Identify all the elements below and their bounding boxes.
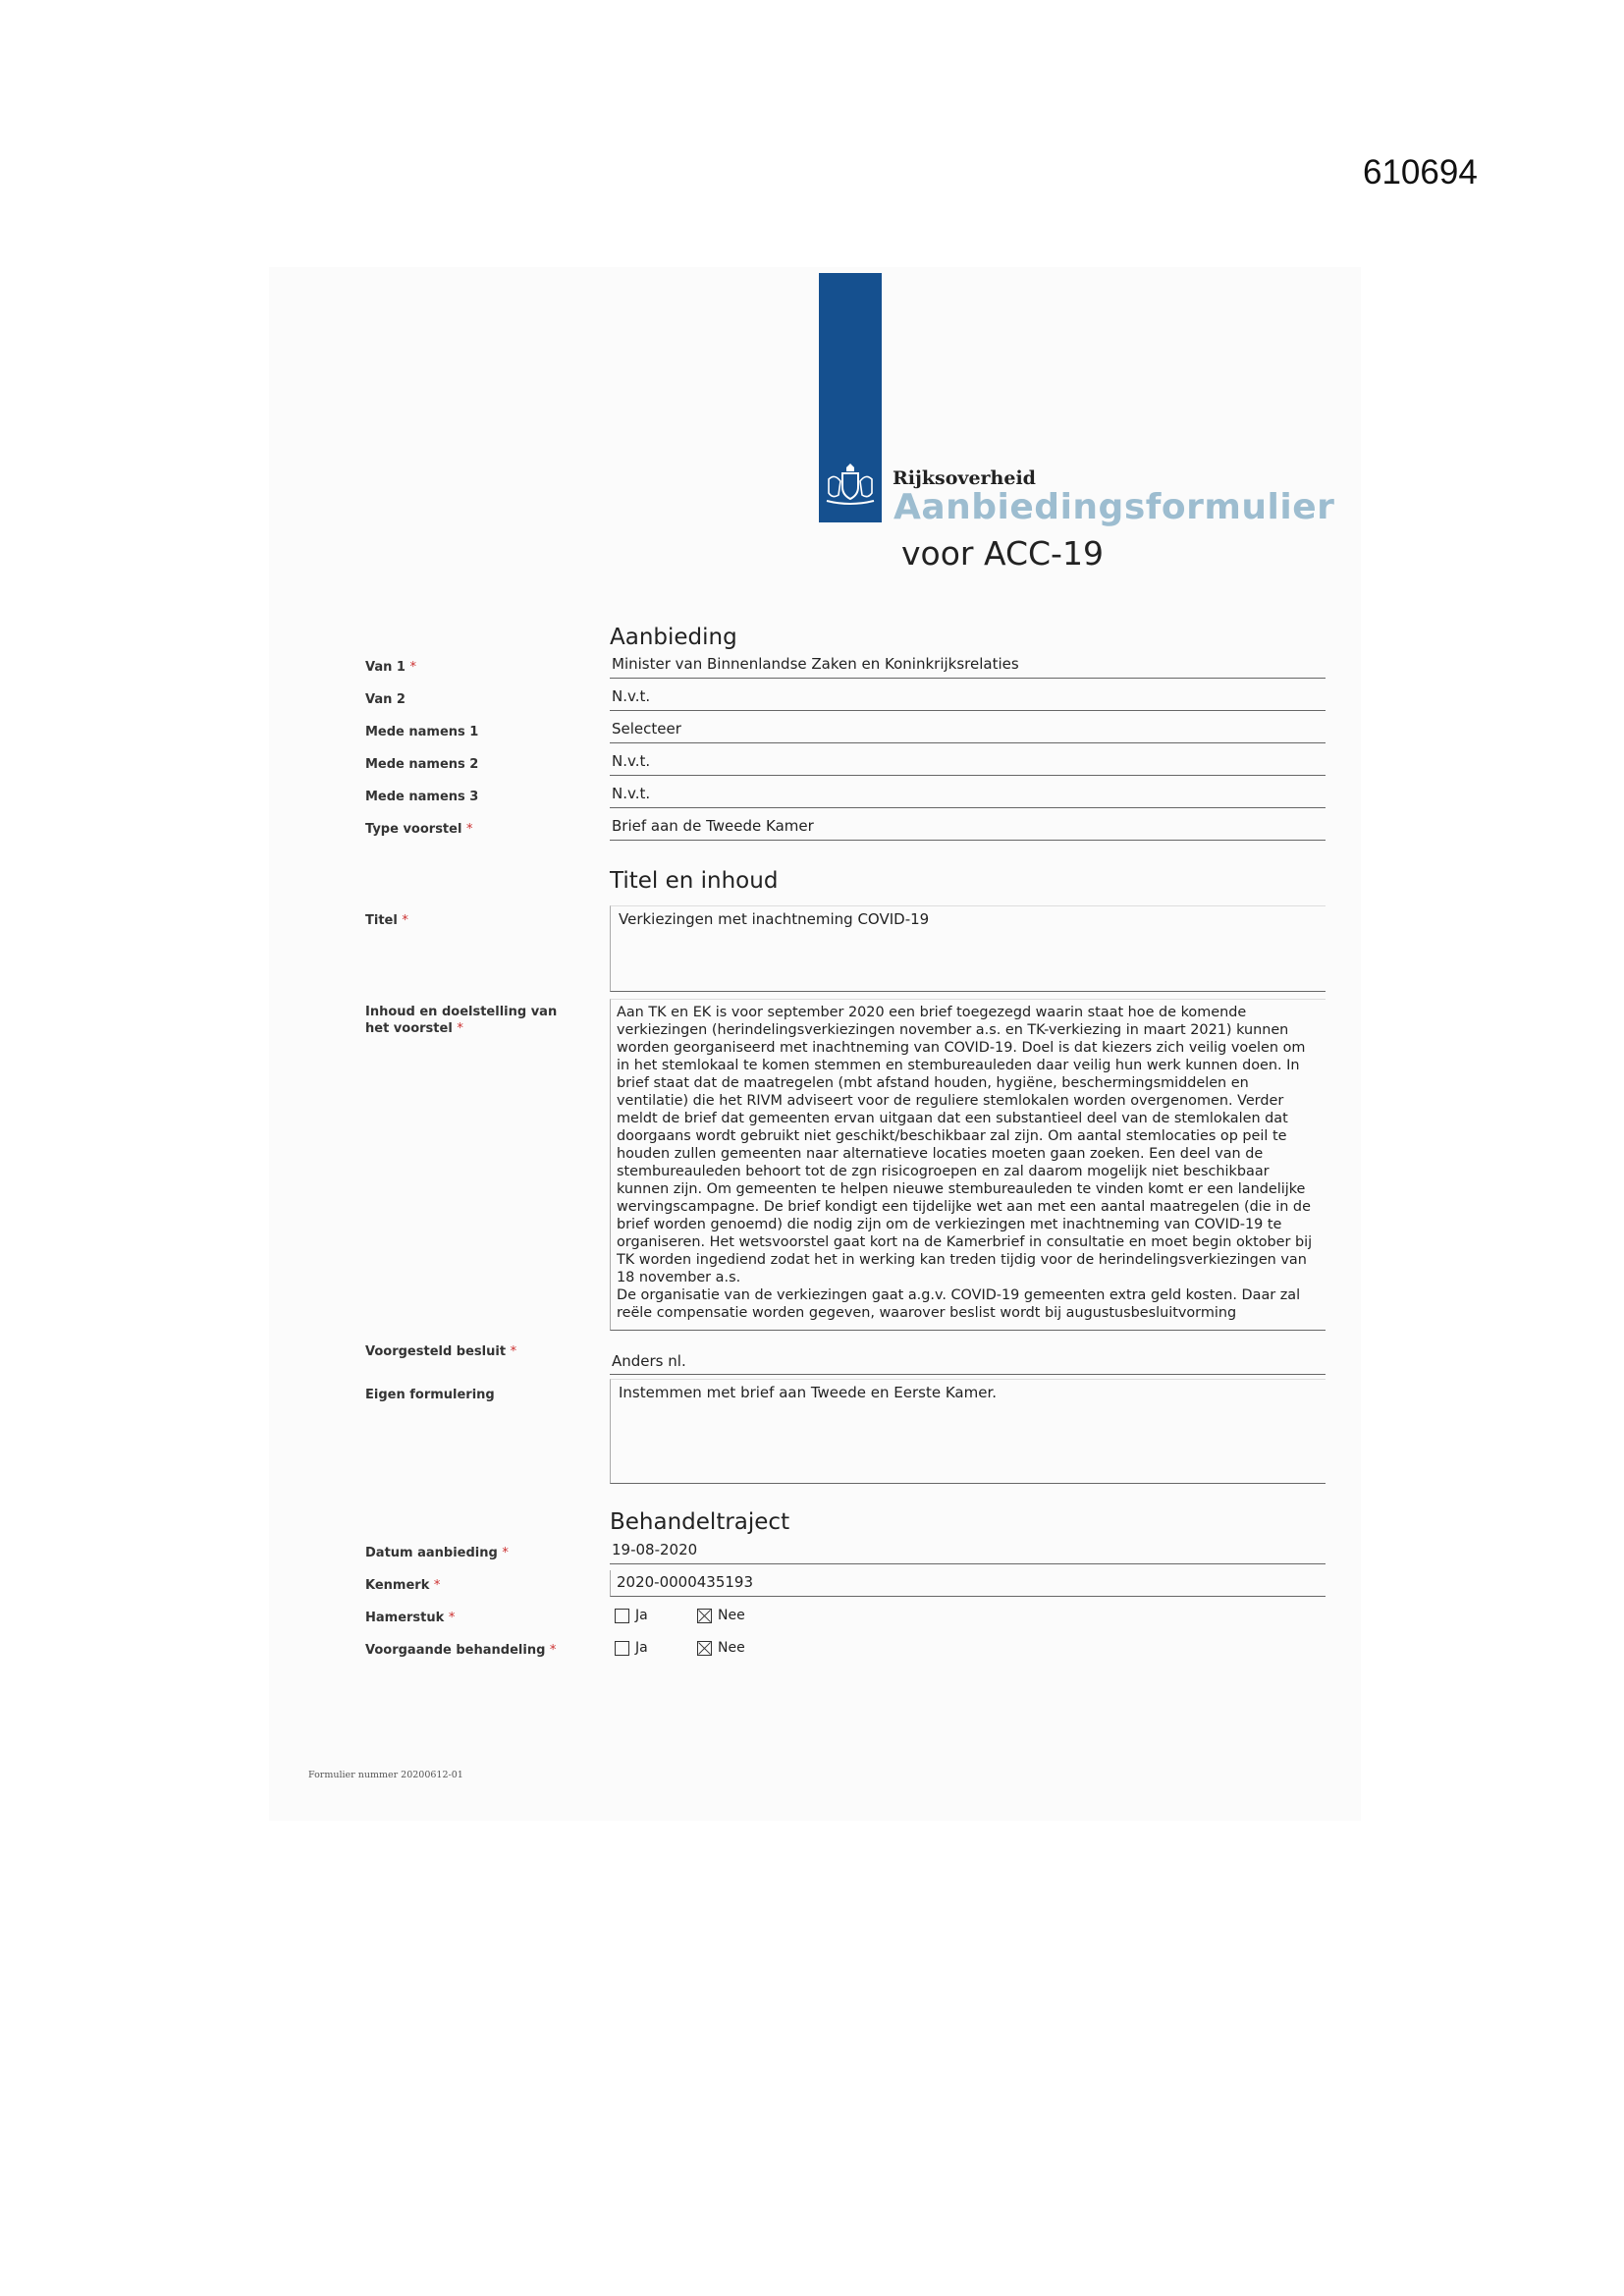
form-title: Aanbiedingsformulier	[893, 487, 1335, 527]
field-eigen[interactable]: Instemmen met brief aan Tweede en Eerste Kamer.	[610, 1379, 1326, 1484]
field-kenmerk[interactable]: 2020-0000435193	[610, 1570, 1326, 1597]
field-besluit[interactable]: Anders nl.	[610, 1345, 1326, 1375]
hamerstuk-ja-checkbox[interactable]	[615, 1609, 629, 1623]
section-titel-inhoud: Titel en inhoud	[610, 868, 779, 894]
hamerstuk-ja-label: Ja	[635, 1608, 648, 1623]
label-eigen: Eigen formulering	[365, 1388, 495, 1402]
field-van2[interactable]: N.v.t.	[610, 684, 1326, 711]
label-besluit: Voorgesteld besluit *	[365, 1344, 517, 1359]
voorgaande-nee-option[interactable]	[697, 1640, 745, 1656]
crest-icon	[821, 458, 880, 509]
label-van2: Van 2	[365, 692, 406, 707]
brand-name: Rijksoverheid	[893, 467, 1036, 489]
label-hamerstuk: Hamerstuk *	[365, 1611, 456, 1625]
hamerstuk-nee-option[interactable]	[697, 1608, 745, 1623]
label-datum: Datum aanbieding *	[365, 1546, 509, 1560]
label-titel: Titel *	[365, 913, 408, 928]
field-datum[interactable]: 19-08-2020	[610, 1538, 1326, 1564]
label-van1: Van 1 *	[365, 660, 416, 675]
hamerstuk-nee-label: Nee	[718, 1608, 745, 1623]
voorgaande-ja-label: Ja	[635, 1640, 648, 1656]
label-voorgaande: Voorgaande behandeling *	[365, 1643, 557, 1658]
form-subtitle: voor ACC-19	[901, 534, 1104, 573]
voorgaande-nee-checkbox[interactable]	[697, 1641, 712, 1656]
hamerstuk-nee-checkbox[interactable]	[697, 1609, 712, 1623]
field-mede2[interactable]: N.v.t.	[610, 749, 1326, 776]
label-mede1: Mede namens 1	[365, 725, 479, 739]
section-aanbieding: Aanbieding	[610, 625, 737, 650]
label-mede2: Mede namens 2	[365, 757, 479, 772]
field-type[interactable]: Brief aan de Tweede Kamer	[610, 814, 1326, 841]
section-behandeltraject: Behandeltraject	[610, 1509, 790, 1535]
label-type: Type voorstel *	[365, 822, 473, 837]
label-kenmerk: Kenmerk *	[365, 1578, 441, 1593]
voorgaande-nee-label: Nee	[718, 1640, 745, 1656]
voorgaande-ja-option[interactable]	[615, 1640, 648, 1656]
form-number-footer: Formulier nummer 20200612-01	[308, 1770, 463, 1780]
field-inhoud[interactable]: Aan TK en EK is voor september 2020 een brief toegezegd waarin staat hoe de komende verkiezingen (herindelingsverkiezingen november a.s. en TK-verkiezing in maart 2021) kunnen worden georganiseerd met inachtneming van COVID-19. Doel is dat kiezers zich veilig voelen om in het stemlokaal te komen stemmen en stembureauleden daar veilig hun werk kunnen doen. In brief staat dat de maatregelen (mbt afstand houden, hygiëne, beschermingsmiddelen en ventilatie) die het RIVM adviseert voor de reguliere stemlokalen worden overgenomen. Verder meldt de brief dat gemeenten ervan uitgaan dat een substantieel deel van de stemlokalen dat doorgaans wordt gebruikt niet geschikt/beschikbaar zal zijn. Om aantal stemlocaties op peil te houden zullen gemeenten naar alternatieve locaties moeten gaan zoeken. Een deel van de stembureauleden behoort tot de zgn risicogroepen en zal daarom mogelijk niet beschikbaar kunnen zijn. Om gemeenten te helpen nieuwe stembureauleden te vinden komt er een landelijke wervingscampagne. De brief kondigt een tijdelijke wet aan met een aantal maatregelen (die in de brief worden genoemd) die nodig zijn om de verkiezingen met inachtneming van COVID-19 te organiseren. Het wetsvoorstel gaat kort na de Kamerbrief in consultatie en moet begin oktober bij TK worden ingediend zodat het in werking kan treden tijdig voor de herindelingsverkiezingen van 18 november a.s. De organisatie van de verkiezingen gaat a.g.v. COVID-19 gemeenten extra geld kosten. Daar zal reële compensatie worden gegeven, waarover beslist wordt bij augustusbesluitvorming	[610, 999, 1326, 1331]
field-titel[interactable]: Verkiezingen met inachtneming COVID-19	[610, 905, 1326, 992]
field-mede3[interactable]: N.v.t.	[610, 782, 1326, 808]
field-van1[interactable]: Minister van Binnenlandse Zaken en Koninkrijksrelaties	[610, 652, 1326, 679]
hamerstuk-ja-option[interactable]	[615, 1608, 648, 1623]
field-mede1[interactable]: Selecteer	[610, 717, 1326, 743]
label-mede3: Mede namens 3	[365, 790, 479, 804]
label-inhoud: Inhoud en doelstelling van het voorstel *	[365, 1005, 558, 1036]
voorgaande-ja-checkbox[interactable]	[615, 1641, 629, 1656]
document-number: 610694	[1363, 153, 1478, 191]
